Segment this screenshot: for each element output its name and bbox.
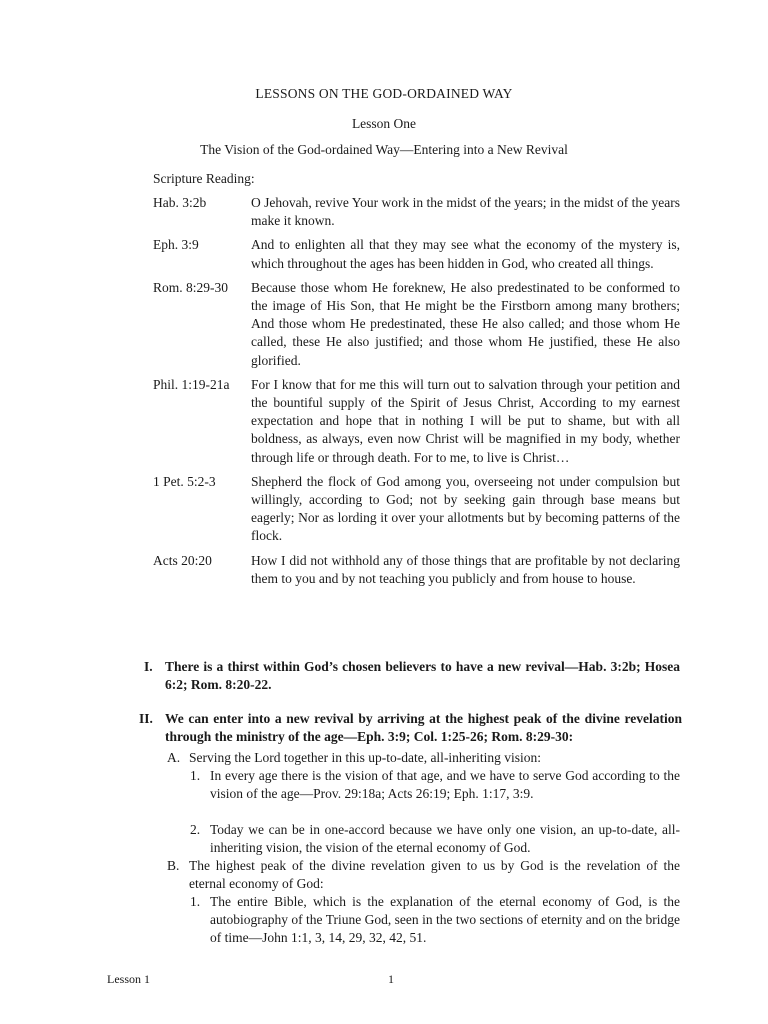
verse-item [153, 279, 680, 370]
outline-letter-a: A. [167, 750, 181, 765]
verse-reference: 1 Pet. 5:2-3 [153, 473, 216, 489]
verse-item [153, 194, 680, 230]
lesson-number: Lesson One [351, 116, 417, 131]
footer-lesson-label: Lesson 1 [107, 972, 150, 986]
verse-text: How I did not withhold any of those things that are profitable by not declaring them to you and by not teaching you publicly and from house to house. [251, 552, 680, 586]
verse-reference: Rom. 8:29-30 [153, 279, 229, 295]
verse-item [153, 376, 680, 467]
outline-point-b: The highest peak of the divine revelation given to us by God is the revelation of the eternal economy of God: [189, 858, 680, 892]
verse-text: O Jehovah, revive Your work in the midst of the years; in the midst of the years make it known. [251, 195, 680, 229]
verse-text: And to enlighten all that they may see what the economy of the mystery is, which throughout the ages has been hidden in God, who created all things. [251, 237, 680, 271]
outline-numeral-ii: II. [139, 711, 153, 726]
outline-numeral-i: I. [144, 659, 153, 674]
outline-letter-b: B. [167, 858, 180, 873]
scripture-reading-label: Scripture Reading: [153, 171, 255, 186]
outline-number-a2: 2. [190, 822, 201, 837]
verse-item [153, 473, 680, 546]
outline-point-a2: Today we can be in one-accord because we have only one vision, an up-to-date, all-inheriting vision, the vision of the eternal economy of God. [210, 822, 680, 856]
scripture-verse-list [153, 194, 680, 594]
outline-number-a1: 1. [190, 768, 201, 783]
document-title: LESSONS ON THE GOD-ORDAINED WAY [255, 86, 513, 101]
outline-number-b1: 1. [190, 894, 201, 909]
verse-reference: Eph. 3:9 [153, 237, 199, 253]
page-number: 1 [388, 972, 394, 986]
verse-text: For I know that for me this will turn out to salvation through your petition and the bountiful supply of the Spirit of Jesus Christ, According to my earnest expectation and hope that in nothing I will be put to shame, but with all boldness, as always, even now Christ will be magnified in my body, whether through life or through death. For to me, to live is Christ… [251, 376, 680, 465]
outline-point-ii: We can enter into a new revival by arriving at the highest peak of the divine revelation through the ministry of the age—Eph. 3:9; Col. 1:25-26; Rom. 8:29-30: [165, 711, 682, 745]
lesson-subtitle: The Vision of the God-ordained Way—Entering into a New Revival [200, 142, 568, 157]
verse-reference: Phil. 1:19-21a [153, 376, 230, 392]
verse-item [153, 552, 680, 588]
outline-point-i: There is a thirst within God’s chosen believers to have a new revival—Hab. 3:2b; Hosea 6:2; Rom. 8:20-22. [165, 659, 680, 693]
verse-reference: Acts 20:20 [153, 552, 212, 568]
verse-item [153, 236, 680, 272]
outline-point-a1: In every age there is the vision of that age, and we have to serve God according to the vision of the age—Prov. 29:18a; Acts 26:19; Eph. 1:17, 3:9. [210, 768, 680, 802]
verse-text: Shepherd the flock of God among you, overseeing not under compulsion but willingly, according to God; not by seeking gain through base means but eagerly; Nor as lording it over your allotments but by becoming patterns of the flock. [251, 473, 680, 544]
verse-text: Because those whom He foreknew, He also predestinated to be conformed to the image of His Son, that He might be the Firstborn among many brothers; And those whom He predestinated, these He also called; and those whom He called, these He also justified; and those whom He justified, these He also glorified. [251, 279, 680, 368]
outline-point-b1: The entire Bible, which is the explanation of the eternal economy of God, is the autobiography of the Triune God, seen in the two sections of eternity and on the bridge of time—John 1:1, 3, 14, 29, 32, 42, 51. [210, 894, 680, 946]
outline-point-a: Serving the Lord together in this up-to-date, all-inheriting vision: [189, 750, 542, 765]
verse-reference: Hab. 3:2b [153, 195, 207, 210]
